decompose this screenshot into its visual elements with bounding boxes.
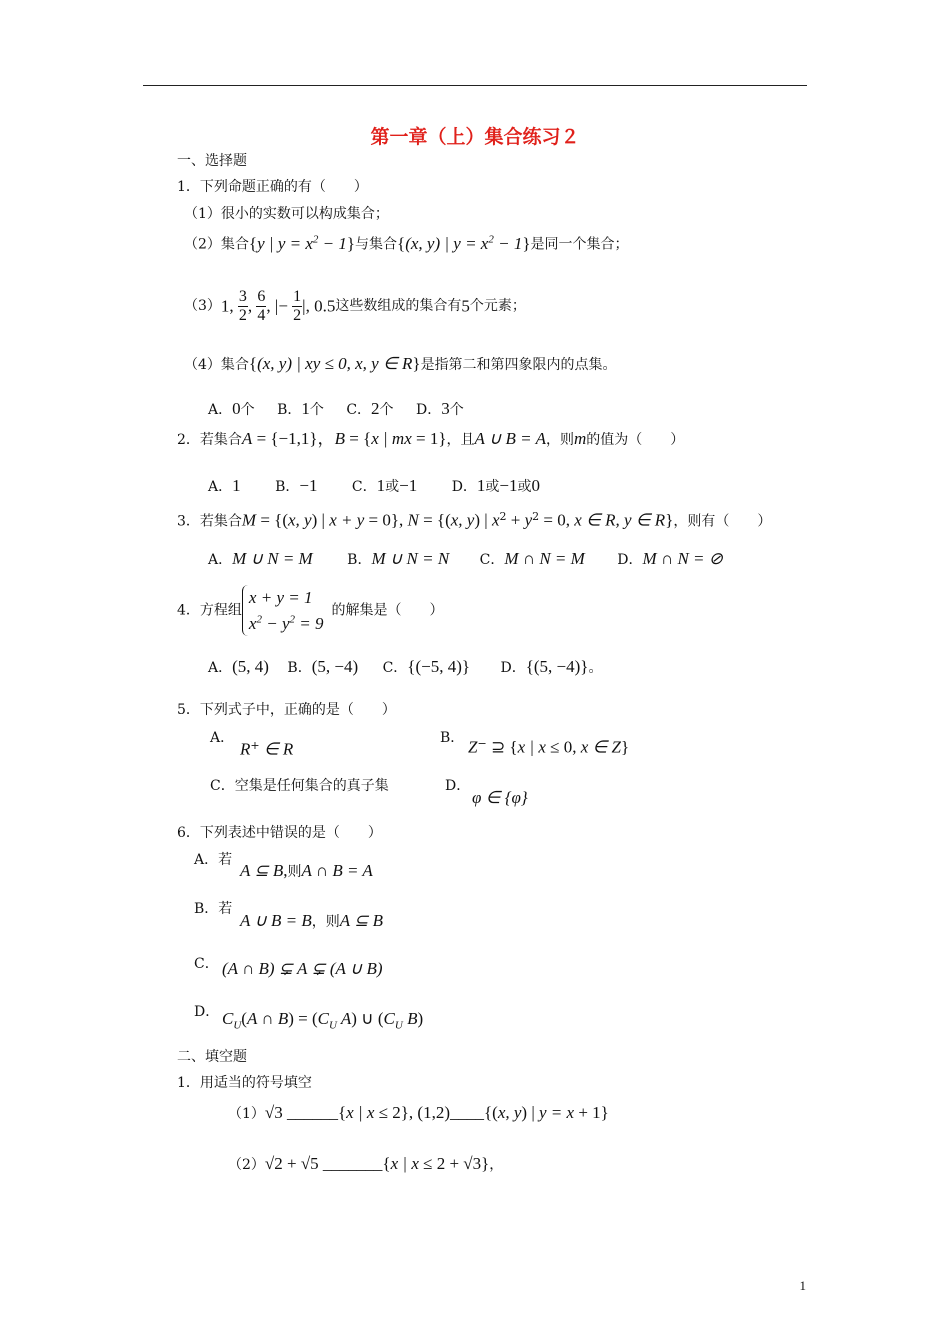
q1-options: A．0个 B．1个 C．2个 D．3个 bbox=[208, 399, 464, 418]
q2-options: A．1 B．−1 C．1或−1 D．1或−1或0 bbox=[208, 476, 541, 495]
q5-stem: 5．下列式子中，正确的是（ ） bbox=[177, 702, 396, 718]
q4-options: A．(5, 4) B．(5, −4) C．{(−5, 4)} D．{(5, −4)}。 bbox=[208, 657, 603, 676]
q3-stem: 3．若集合M = {(x, y) | x + y = 0}, N = {(x, y) | $x^2 + y^2 = 0$, x ∈ R, y ∈ R}，则有（ ） bbox=[177, 510, 772, 530]
f1-stem: 1．用适当的符号填空 bbox=[177, 1075, 312, 1091]
q6-option-d-label: D． bbox=[194, 1004, 220, 1020]
q6-option-b-label: B．若 bbox=[194, 901, 233, 917]
q1-proposition-2: （2）集合{y | $y = x^2 - 1$}与集合{(x, y) | $y = x^2 - 1$}是同一个集合； bbox=[184, 233, 629, 253]
q5-option-b-label: B． bbox=[440, 730, 465, 746]
q6-option-a-label: A．若 bbox=[194, 852, 233, 868]
q5-option-c: C．空集是任何集合的真子集 bbox=[210, 778, 389, 794]
q6-option-b: A ∪ B = B，则A ⊆ B bbox=[240, 911, 383, 930]
q3-options: A．M ∪ N = M B．M ∪ N = N C．M ∩ N = M D．M ∩ N = ⊘ bbox=[208, 549, 723, 568]
q6-option-c: (A ∩ B) ⊊ A ⊊ (A ∪ B) bbox=[222, 959, 383, 978]
q6-option-c-label: C． bbox=[194, 956, 219, 972]
q5-option-a-label: A． bbox=[210, 730, 235, 746]
q5-option-b: Z− ⊇ {x | x ≤ 0, x ∈ Z} bbox=[468, 737, 630, 757]
q4-stem: 4．方程组 x + y = 1 $x^2 - y^2 = 9$ 的解集是（ ） bbox=[177, 585, 443, 636]
section-fill-heading: 二、填空题 bbox=[177, 1049, 247, 1065]
q6-option-a: A ⊆ B,则A ∩ B = A bbox=[240, 861, 373, 880]
q5-option-d: φ ∈ {φ} bbox=[472, 788, 528, 807]
q1-proposition-4: （4）集合{(x, y) | xy ≤ 0, x, y ∈ R}是指第二和第四象限内的点集。 bbox=[184, 354, 617, 373]
f1-part-2: （2）√2 + √5 _______{x | x ≤ 2 + √3}， bbox=[228, 1154, 504, 1173]
q5-option-a: R+ ∈ R bbox=[240, 739, 294, 759]
page-number: 1 bbox=[799, 1278, 806, 1293]
section-choice-heading: 一、选择题 bbox=[177, 153, 247, 169]
header-rule bbox=[143, 85, 807, 86]
q2-stem: 2．若集合A = {−1,1}，B = {x | mx = 1}，且A ∪ B = A，则m的值为（ ） bbox=[177, 429, 685, 448]
f1-part-1: （1）√3 ______{x | x ≤ 2}, (1,2)____{(x, y) | y = x + 1} bbox=[228, 1103, 609, 1122]
q1-proposition-1: （1）很小的实数可以构成集合； bbox=[184, 206, 389, 222]
q5-option-d-label: D． bbox=[445, 778, 471, 794]
q1-stem: 1．下列命题正确的有（ ） bbox=[177, 179, 368, 195]
q6-stem: 6．下列表述中错误的是（ ） bbox=[177, 825, 382, 841]
q1-proposition-3: （3）1, $\frac{3}{2}$ , $\frac{6}{4}$ , |− $\frac{1}{2}$ |, 0.5这些数组成的集合有5个元素； bbox=[184, 288, 526, 324]
q6-option-d: $C_U(A$ ∩ $B) = (C_U$ A) ∪ ($C_U$ B) bbox=[222, 1009, 424, 1032]
page-title: 第一章（上）集合练习２ bbox=[370, 126, 580, 148]
